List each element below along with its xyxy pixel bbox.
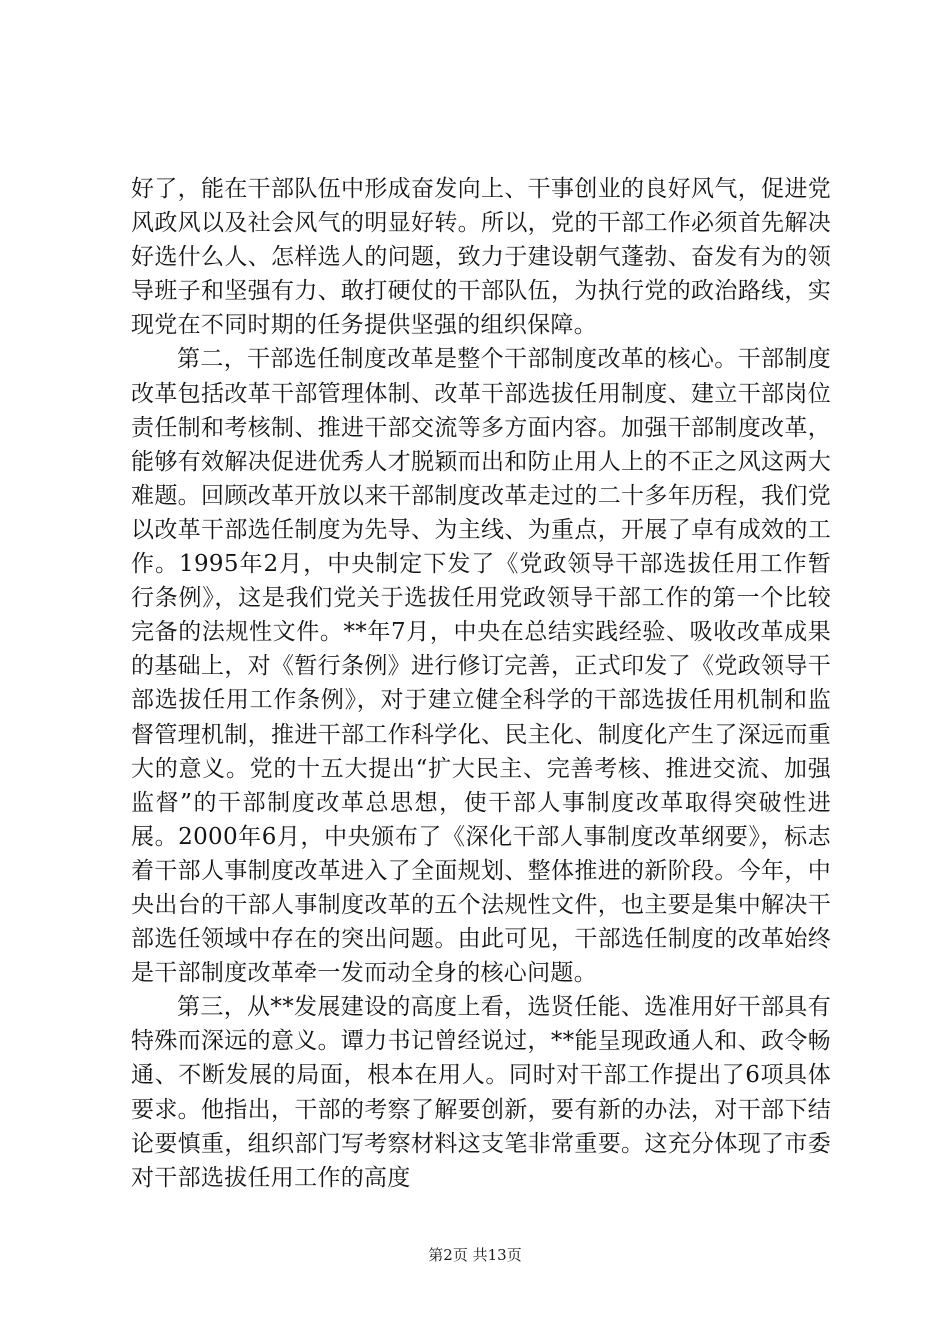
paragraph-1: 好了，能在干部队伍中形成奋发向上、干事创业的良好风气，促进党风政风以及社会风气的明显好转。所以，党的干部工作必须首先解决好选什么人、怎样选人的问题，致力于建设朝气蓬勃、奋发有为的领导班子和坚强有力、敢打硬仗的干部队伍，为执行党的政治路线，实现党在不同时期的任务提供坚强的组织保障。: [131, 176, 831, 339]
page-number: 第2页 共13页: [428, 1246, 522, 1264]
paragraph-2: 第二，干部选任制度改革是整个干部制度改革的核心。干部制度改革包括改革干部管理体制、改革干部选拔任用制度、建立干部岗位责任制和考核制、推进干部交流等多方面内容。加强干部制度改革，能够有效解决促进优秀人才脱颖而出和防止用人上的不正之风这两大难题。回顾改革开放以来干部制度改革走过的二十多年历程，我们党以改革干部选任制度为先导、为主线、为重点，开展了卓有成效的工作。1995年2月，中央制定下发了《党政领导干部选拔任用工作暂行条例》，这是我们党关于选拔任用党政领导干部工作的第一个比较完备的法规性文件。**年7月，中央在总结实践经验、吸收改革成果的基础上，对《暂行条例》进行修订完善，正式印发了《党政领导干部选拔任用工作条例》，对于建立健全科学的干部选拔任用机制和监督管理机制，推进干部工作科学化、民主化、制度化产生了深远而重大的意义。党的十五大提出“扩大民主、完善考核、推进交流、加强监督”的干部制度改革总思想，使干部人事制度改革取得突破性进展。2000年6月，中央颁布了《深化干部人事制度改革纲要》，标志着干部人事制度改革进入了全面规划、整体推进的新阶段。今年，中央出台的干部人事制度改革的五个法规性文件，也主要是集中解决干部选任领域中存在的突出问题。由此可见，干部选任制度的改革始终是干部制度改革牵一发而动全身的核心问题。: [131, 346, 831, 987]
document-body: [131, 172, 831, 1195]
paragraph-3: 第三，从**发展建设的高度上看，选贤任能、选准用好干部具有特殊而深远的意义。谭力书记曾经说过，**能呈现政通人和、政令畅通、不断发展的局面，根本在用人。同时对干部工作提出了6项具体要求。他指出，干部的考察了解要创新，要有新的办法，对干部下结论要慎重，组织部门写考察材料这支笔非常重要。这充分体现了市委对干部选拔任用工作的高度: [131, 994, 831, 1191]
page-footer: [0, 1244, 950, 1265]
